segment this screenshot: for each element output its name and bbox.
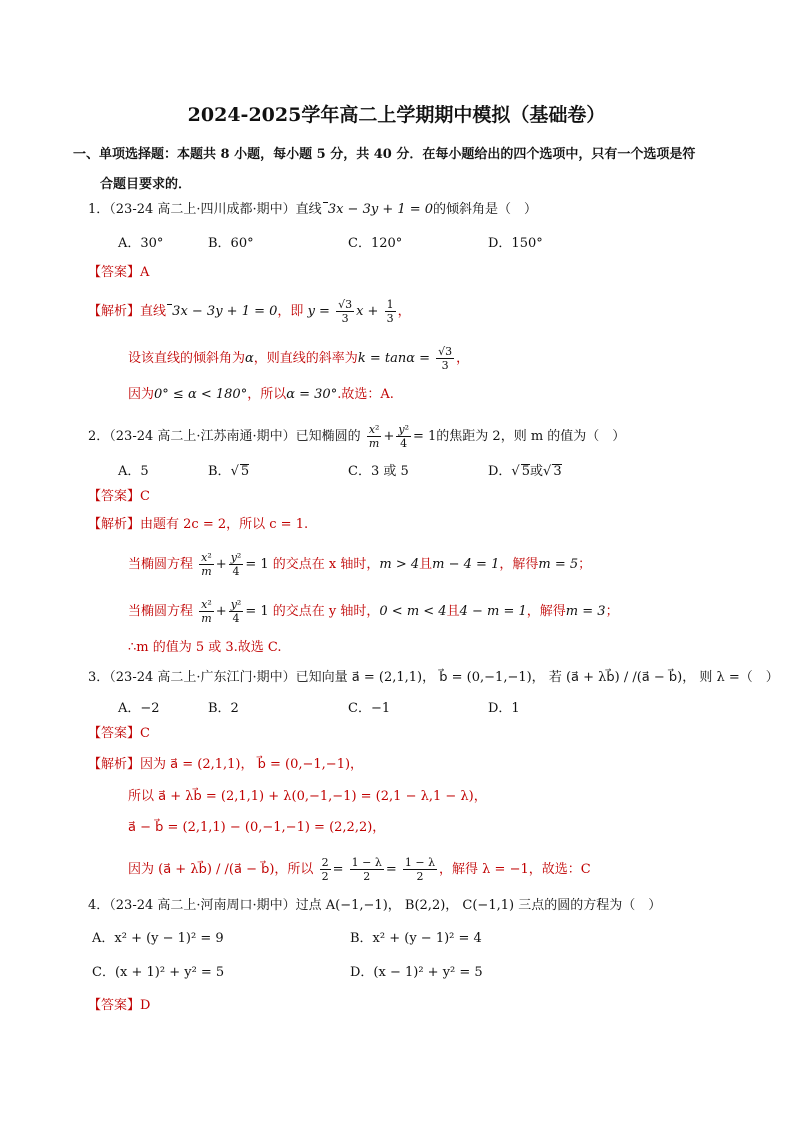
q2-option-b: B．√ 5 — [208, 464, 250, 479]
q1-analysis-3: 因为0° ≤ α < 180°，所以α = 30°.故选：A. — [128, 387, 394, 402]
q4-option-b: B．x² + (y − 1)² = 4 — [350, 931, 482, 946]
q1-option-b: B．60° — [208, 236, 254, 251]
q3-option-d: D．1 — [488, 701, 520, 716]
q2-option-d: D．√ 5或√ 3 — [488, 464, 562, 479]
q2-option-a: A．5 — [118, 464, 149, 479]
q4-option-c: C．(x + 1)² + y² = 5 — [92, 965, 225, 980]
page-title: 2024-2025学年高二上学期期中模拟（基础卷） — [187, 104, 606, 126]
q3-analysis-3: a⃗ − b⃗ = (2,1,1) − (0,−1,−1) = (2,2,2)， — [128, 820, 386, 835]
q2-analysis-2: 当椭圆方程 $\frac{\text{x²}}{m}$ + $\frac{\text{y²}}{4}$ = 1 的交点在 x 轴时，m > 4且m − 4 = 1，解得m = 5； — [128, 551, 592, 578]
q3-answer: 【答案】C — [88, 726, 150, 741]
q3-analysis-1: 【解析】因为 a⃗ = (2,1,1)， b⃗ = (0,−1,−1)， — [88, 757, 364, 772]
q1-analysis-1: 【解析】直线 3x − 3y + 1 = 0，即 y = $\frac{√3}{3}$ x + $\frac{1}{3}$ ， — [88, 298, 411, 325]
q3-option-a: A．−2 — [118, 701, 160, 716]
q2-analysis-4: ∴m 的值为 5 或 3.故选 C. — [128, 640, 282, 655]
q3-option-c: C．−1 — [348, 701, 391, 716]
q1-analysis-2: 设该直线的倾斜角为α，则直线的斜率为k = tanα = $\frac{√3}{3}$ ， — [128, 345, 470, 372]
q4-option-d: D．(x − 1)² + y² = 5 — [350, 965, 483, 980]
section-heading: 一、单项选择题：本题共 8 小题，每小题 5 分，共 40 分．在每小题给出的四个选项中，只有一个选项是符 — [73, 147, 696, 162]
q1-answer: 【答案】A — [88, 265, 150, 280]
q4-option-a: A．x² + (y − 1)² = 9 — [92, 931, 224, 946]
q4-answer: 【答案】D — [88, 998, 151, 1013]
q1-option-a: A．30° — [118, 236, 164, 251]
q3-analysis-2: 所以 a⃗ + λb⃗ = (2,1,1) + λ(0,−1,−1) = (2,1 − λ,1 − λ)， — [128, 789, 487, 804]
q2-answer: 【答案】C — [88, 489, 150, 504]
question-4: 4．（23-24 高二上·河南周口·期中）过点 A(−1,−1)， B(2,2)， C(−1,1) 三点的圆的方程为（ ） — [88, 898, 662, 913]
q2-option-c: C．3 或 5 — [348, 464, 409, 479]
q1-option-c: C．120° — [348, 236, 403, 251]
q3-analysis-4: 因为 (a⃗ + λb⃗) / /(a⃗ − b⃗)，所以 $\frac{2}{2}$ = $\frac{1 - \lambda}{2}$ = $\frac{1 - \lambda}{2}$ ，解得 λ = −1，故选：C — [128, 856, 591, 883]
question-3: 3．（23-24 高二上·广东江门·期中）已知向量 a⃗ = (2,1,1)， b⃗ = (0,−1,−1)， 若 (a⃗ + λb⃗) / /(a⃗ − b⃗)， 则 λ =（ ） — [88, 670, 779, 685]
q2-analysis-1: 【解析】由题有 2c = 2，所以 c = 1. — [88, 517, 309, 532]
section-heading-cont: 合题目要求的． — [100, 177, 192, 192]
question-2: 2．（23-24 高二上·江苏南通·期中）已知椭圆的 $\frac{\text{x²}}{m}$ + $\frac{\text{y²}}{4}$ = 1的焦距为 2，则 m 的值为（ ） — [88, 423, 626, 450]
q1-option-d: D．150° — [488, 236, 543, 251]
q3-option-b: B．2 — [208, 701, 239, 716]
q2-analysis-3: 当椭圆方程 $\frac{\text{x²}}{m}$ + $\frac{\text{y²}}{4}$ = 1 的交点在 y 轴时，0 < m < 4且4 − m = 1，解得m = 3； — [128, 598, 619, 625]
question-1: 1．（23-24 高二上·四川成都·期中）直线 3x − 3y + 1 = 0的倾斜角是（ ） — [88, 202, 538, 217]
